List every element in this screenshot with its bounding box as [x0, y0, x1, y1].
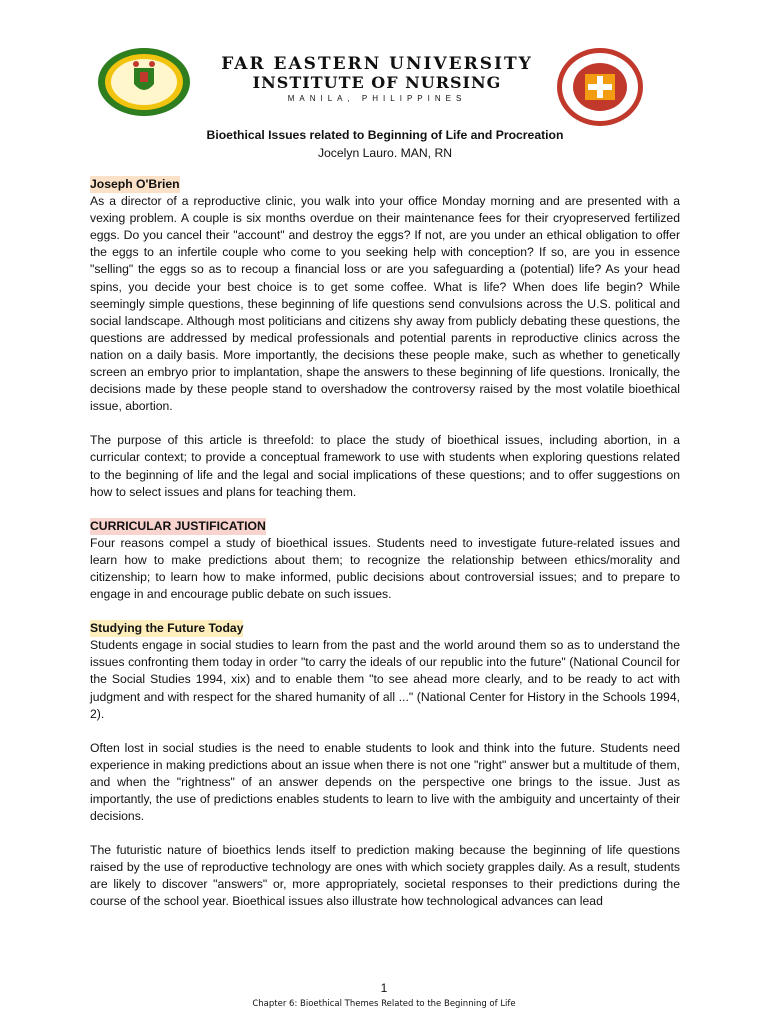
university-name: FAR EASTERN UNIVERSITY: [221, 54, 533, 74]
document-author: Jocelyn Lauro. MAN, RN: [317, 146, 453, 160]
paragraph: Students engage in social studies to learn from the past and the world around them so as to understand the issues confronting them today in order "to carry the ideals of our republic into the future" (National Council for the Social Studies 1994, xix) and to enable them "to see ahead more clearly, and to be ready to act with judgment and with respect for the shared humanity of all ..." (National Center for History in the Schools 1994, 2).: [90, 638, 680, 721]
letterhead: [0, 46, 768, 126]
paragraph: The purpose of this article is threefold: to place the study of bioethical issues, including abortion, in a curricular context; to provide a conceptual framework to use with students when exploring questions related to the beginning of life and the legal and social implications of these questions; and to offer suggestions on how to select issues and plans for teaching them.: [90, 433, 680, 499]
paragraph: As a director of a reproductive clinic, you walk into your office Monday morning and are presented with a vexing problem. A couple is six months overdue on their maintenance fees for their cryopreserved fertilized eggs. Do you cancel their "account" and destroy the eggs? If not, are you under an ethical obligation to offer the eggs to an infertile couple who come to you seeking help with conception? If so, are you in essence "selling" the eggs so as to recoup a financial loss or are you safeguarding a (potential) life? As your head spins, you decide your best choice is to get some coffee. What is life? When does life begin? While seemingly simple questions, these beginning of life questions send convulsions across the U.S. political and social landscape. Although most politicians and citizens shy away from publicly debating these questions, the questions are addressed by medical professionals and potential parents in reproductive clinics across the nation on a daily basis. More importantly, the decisions these people make, such as whether to genetically screen an embryo prior to implantation, shape the answers to these beginning of life questions. Ironically, the decisions made by these people stand to overshadow the controversy raised by the most volatile bioethical issue, abortion.: [90, 194, 680, 414]
paragraph: Four reasons compel a study of bioethical issues. Students need to investigate future-related issues and learn how to make predictions about them; to recognize the relationship between ethics/morality and citizenship; to learn how to make informed, public decisions about controversial issues; and to prepare to engage in and encourage public debate on such issues.: [90, 535, 680, 602]
section-heading-curricular-justification: CURRICULAR JUSTIFICATION: [90, 518, 266, 535]
document-title: Bioethical Issues related to Beginning of Life and Procreation: [206, 128, 564, 142]
page-footer: [0, 980, 768, 1010]
institution-name-block: [214, 54, 540, 105]
document-body: [90, 176, 680, 911]
chapter-footer: Chapter 6: Bioethical Themes Related to the Beginning of Life: [252, 999, 516, 1009]
paragraph: The futuristic nature of bioethics lends itself to prediction making because the beginning of life questions raised by the use of reproductive technology are ones with which society grapples daily. As a result, students are likely to discover "answers" or, more appropriately, societal responses to their predictions during the course of the school year. Bioethical issues also illustrate how technological advances can lead: [90, 843, 680, 909]
university-seal-icon: [96, 46, 192, 118]
section-heading-author: Joseph O'Brien: [90, 176, 180, 193]
page-number: 1: [380, 981, 388, 995]
institute-name: INSTITUTE OF NURSING: [252, 73, 502, 92]
section-heading-studying-the-future: Studying the Future Today: [90, 620, 243, 637]
paragraph: Often lost in social studies is the need to enable students to look and think into the future. Students need experience in making predictions about an issue when there is not one "right" answer but a multitude of them, and when the "rightness" of an answer depends on the perspective one brings to the issue. Just as importantly, the use of predictions enables students to learn to live with the ambiguity and uncertainty of their decisions.: [90, 740, 680, 824]
nursing-seal-icon: [555, 46, 645, 128]
institution-location: MANILA, PHILIPPINES: [287, 94, 467, 103]
document-title-block: [90, 126, 680, 162]
